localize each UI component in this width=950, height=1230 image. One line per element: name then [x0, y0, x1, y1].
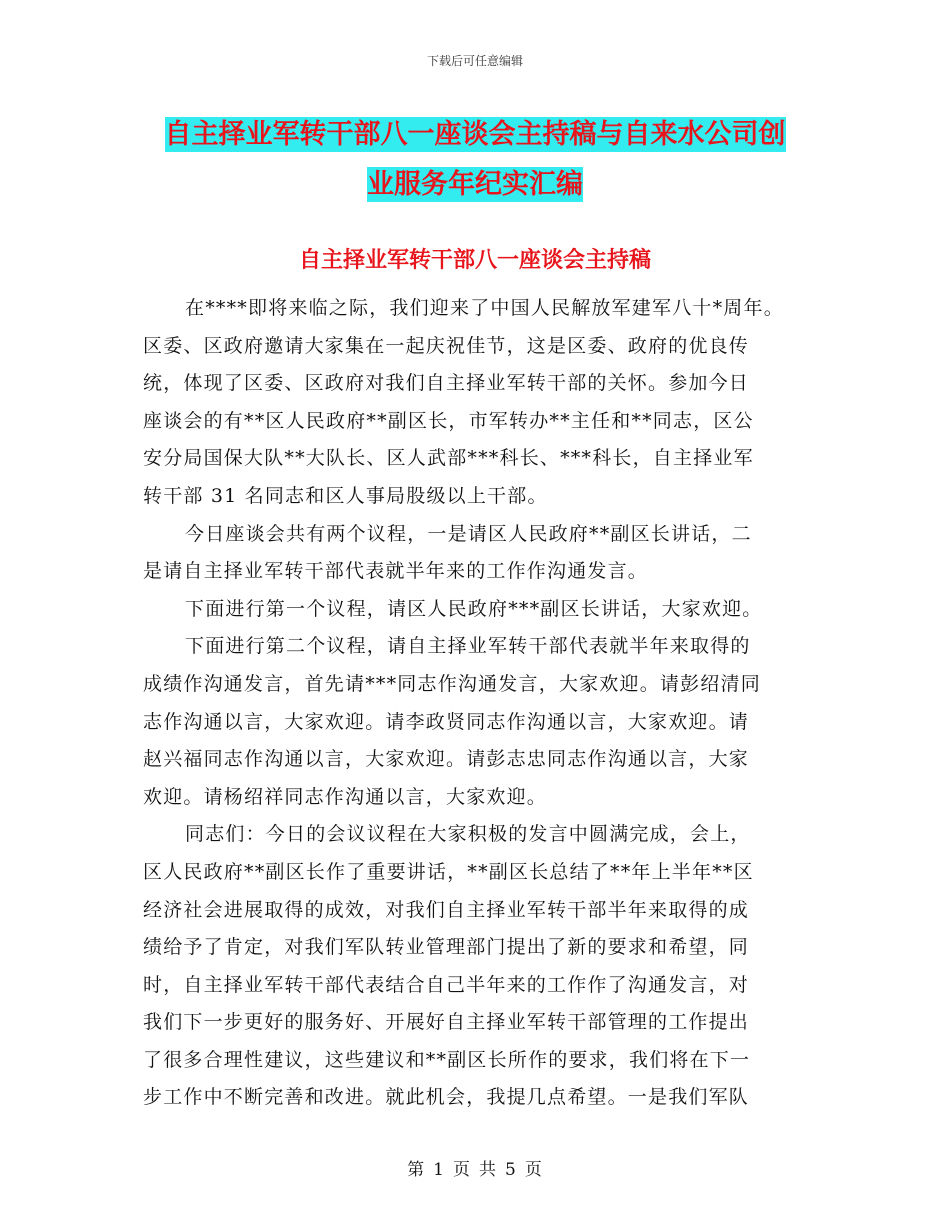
- body-line: 时，自主择业军转干部代表结合自己半年来的工作作了沟通发言，对: [143, 973, 750, 996]
- footer-word-ye-2: 页: [524, 1160, 543, 1180]
- body-line: 座谈会的有**区人民政府**副区长，市军转办**主任和**同志，区公: [143, 409, 754, 432]
- footer-word-total: 共: [479, 1160, 497, 1180]
- body-line: 我们下一步更好的服务好、开展好自主择业军转干部管理的工作提出: [143, 1011, 750, 1034]
- body-line: 成绩作沟通发言，首先请***同志作沟通发言，大家欢迎。请彭绍清同: [143, 672, 761, 695]
- body-line: 安分局国保大队**大队长、区人武部***科长、***科长，自主择业军: [143, 447, 754, 470]
- body-line: 赵兴福同志作沟通以言，大家欢迎。请彭志忠同志作沟通以言，大家: [143, 748, 750, 771]
- body-line: 同志们：今日的会议议程在大家积极的发言中圆满完成，会上，: [185, 823, 751, 846]
- footer-word-page: 第: [407, 1160, 426, 1180]
- footer-total-pages: 5: [505, 1160, 517, 1180]
- body-line: 了很多合理性建议，这些建议和**副区长所作的要求，我们将在下一: [143, 1048, 751, 1071]
- document-body: [143, 290, 843, 1117]
- section-title: 自主择业军转干部八一座谈会主持稿: [298, 248, 651, 273]
- footer-page-number: 1: [433, 1160, 445, 1180]
- page-header-note: 下载后可任意编辑: [426, 54, 523, 68]
- body-line: 步工作中不断完善和改进。就此机会，我提几点希望。一是我们军队: [143, 1086, 750, 1109]
- body-line: 转干部 31 名同志和区人事局股级以上干部。: [143, 484, 548, 507]
- document-title: [0, 110, 950, 210]
- body-line: 区人民政府**副区长作了重要讲话，**副区长总结了**年上半年**区: [143, 860, 754, 883]
- body-line: 是请自主择业军转干部代表就半年来的工作作沟通发言。: [143, 560, 649, 583]
- body-line: 在****即将来临之际，我们迎来了中国人民解放军建军八十*周年。: [185, 297, 784, 319]
- document-title-line-1: 自主择业军转干部八一座谈会主持稿与自来水公司创: [164, 119, 786, 150]
- body-line: 今日座谈会共有两个议程，一是请区人民政府**副区长讲话，二: [185, 522, 752, 545]
- body-line: 下面进行第一个议程，请区人民政府***副区长讲话，大家欢迎。: [185, 597, 763, 620]
- footer-word-ye: 页: [453, 1160, 471, 1180]
- page-footer: [0, 1155, 950, 1180]
- body-line: 绩给予了肯定，对我们军队转业管理部门提出了新的要求和希望，同: [143, 936, 750, 959]
- body-line: 志作沟通以言，大家欢迎。请李政贤同志作沟通以言，大家欢迎。请: [143, 710, 750, 733]
- body-line: 欢迎。请杨绍祥同志作沟通以言，大家欢迎。: [143, 785, 548, 808]
- document-title-line-2: 业服务年纪实汇编: [367, 169, 583, 200]
- body-line: 区委、区政府邀请大家集在一起庆祝佳节，这是区委、政府的优良传: [143, 334, 750, 357]
- body-line: 下面进行第二个议程，请自主择业军转干部代表就半年来取得的: [185, 635, 751, 658]
- body-line: 经济社会进展取得的成效，对我们自主择业军转干部半年来取得的成: [143, 898, 750, 921]
- body-line: 统，体现了区委、区政府对我们自主择业军转干部的关怀。参加今日: [143, 372, 750, 395]
